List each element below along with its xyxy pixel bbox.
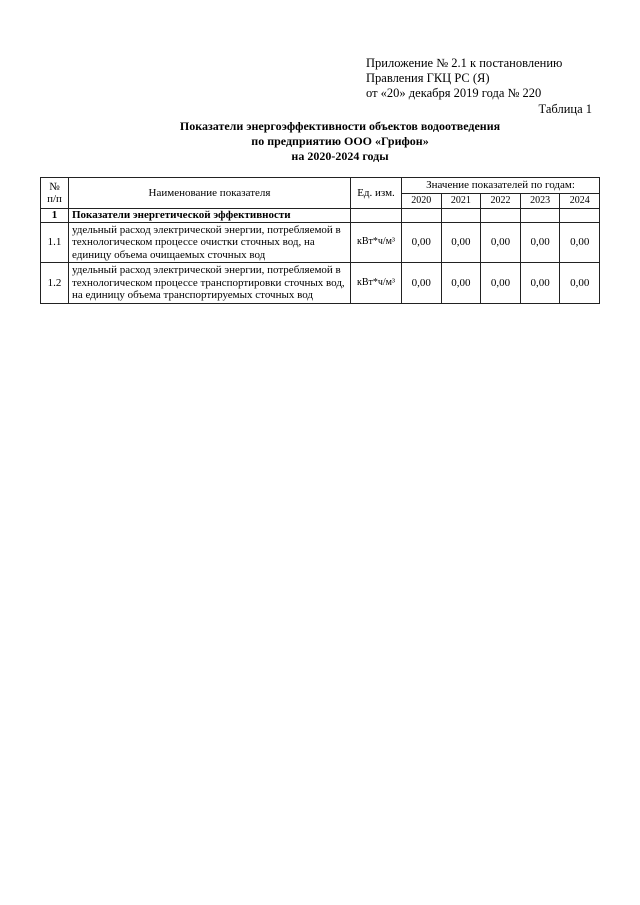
row-value: 0,00 bbox=[402, 263, 442, 304]
appendix-line-3: от «20» декабря 2019 года № 220 bbox=[366, 86, 542, 100]
section-row bbox=[41, 209, 600, 223]
row-value: 0,00 bbox=[481, 263, 521, 304]
indicators-table bbox=[40, 177, 600, 304]
row-value: 0,00 bbox=[441, 263, 481, 304]
row-value: 0,00 bbox=[560, 222, 600, 263]
row-value: 0,00 bbox=[441, 222, 481, 263]
section-num: 1 bbox=[41, 209, 69, 223]
col-header-num: № п/п bbox=[41, 178, 69, 209]
col-header-values: Значение показателей по годам: bbox=[402, 178, 600, 194]
title-line-3: на 2020-2024 годы bbox=[291, 149, 389, 163]
row-value: 0,00 bbox=[520, 222, 560, 263]
appendix-line-2: Правления ГКЦ РС (Я) bbox=[366, 71, 490, 85]
section-name: Показатели энергетической эффективности bbox=[69, 209, 351, 223]
row-num: 1.1 bbox=[41, 222, 69, 263]
table-label: Таблица 1 bbox=[538, 102, 592, 116]
row-value: 0,00 bbox=[560, 263, 600, 304]
row-name: удельный расход электрической энергии, потребляемой в технологическом процессе транспортировки сточных вод, на единицу объема транспортируемых сточных вод bbox=[69, 263, 351, 304]
year-header: 2024 bbox=[560, 193, 600, 209]
row-value: 0,00 bbox=[402, 222, 442, 263]
row-value: 0,00 bbox=[481, 222, 521, 263]
table-header-row bbox=[41, 178, 600, 194]
row-unit: кВт*ч/м³ bbox=[351, 222, 402, 263]
row-unit: кВт*ч/м³ bbox=[351, 263, 402, 304]
col-header-name: Наименование показателя bbox=[69, 178, 351, 209]
row-num: 1.2 bbox=[41, 263, 69, 304]
appendix-line-1: Приложение № 2.1 к постановлению bbox=[366, 56, 563, 70]
year-header: 2020 bbox=[402, 193, 442, 209]
year-header: 2021 bbox=[441, 193, 481, 209]
appendix-note bbox=[366, 56, 562, 101]
col-header-unit: Ед. изм. bbox=[351, 178, 402, 209]
year-header: 2022 bbox=[481, 193, 521, 209]
row-value: 0,00 bbox=[520, 263, 560, 304]
row-name: удельный расход электрической энергии, потребляемой в технологическом процессе очистки сточных вод, на единицу объема очищаемых сточных вод bbox=[69, 222, 351, 263]
title-line-2: по предприятию ООО «Грифон» bbox=[251, 134, 429, 148]
year-header: 2023 bbox=[520, 193, 560, 209]
table-row bbox=[41, 263, 600, 304]
document-title bbox=[120, 119, 560, 164]
title-line-1: Показатели энергоэффективности объектов водоотведения bbox=[179, 119, 501, 133]
table-row bbox=[41, 222, 600, 263]
